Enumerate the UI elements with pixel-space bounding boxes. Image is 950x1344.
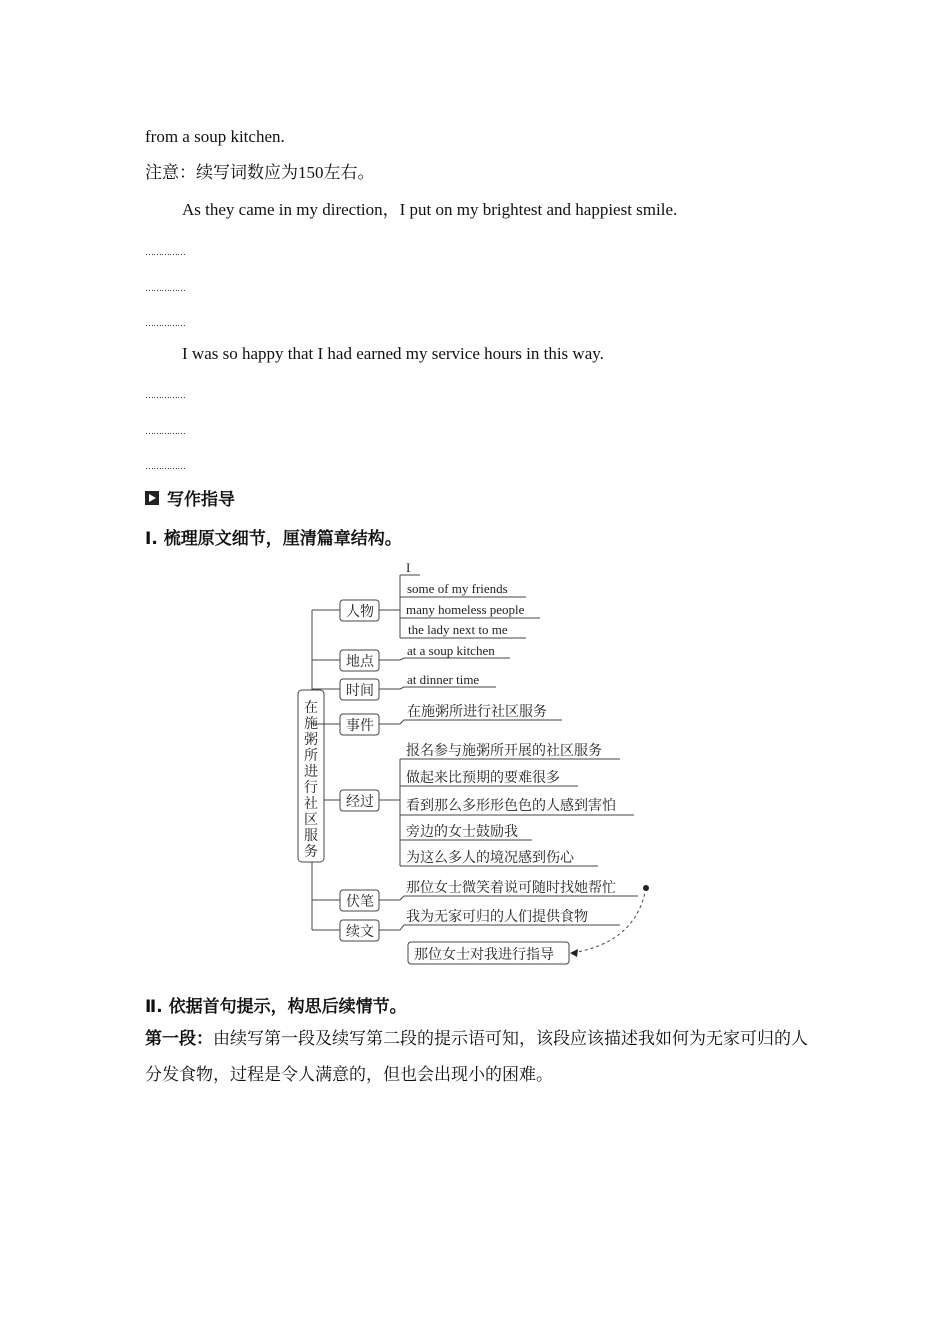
time-item: at dinner time [407, 672, 480, 687]
blank-line: …………… [145, 318, 185, 328]
paragraph-body: 由续写第一段及续写第二段的提示语可知，该段应该描述我如何为无家可归的人分发食物，过程是令人满意的，但也会出现小的困难。 [145, 1029, 808, 1084]
blank-line: …………… [145, 461, 185, 471]
continuation-item: 我为无家可归的人们提供食物 [406, 910, 588, 925]
process-item: 旁边的女士鼓励我 [406, 825, 518, 840]
paragraph-label: 第一段： [145, 1029, 213, 1049]
heading-2: Ⅱ. 依据首句提示，构思后续情节。 [145, 997, 407, 1017]
people-item: I [406, 560, 411, 575]
blank-line: …………… [145, 426, 185, 436]
people-item: some of my friends [407, 581, 508, 596]
guide-box-label: 那位女士对我进行指导 [414, 948, 554, 963]
heading-1: Ⅰ. 梳理原文细节，厘清篇章结构。 [145, 529, 402, 549]
paragraph-1-starter: As they came in my direction，I put on my brightest and happiest smile. [182, 200, 678, 219]
word-count-note: 注意：续写词数应为150左右。 [145, 163, 375, 182]
root-label: 在施粥所进行社区服务 [304, 701, 318, 860]
people-item: many homeless people [406, 602, 525, 617]
process-item: 报名参与施粥所开展的社区服务 [406, 744, 602, 759]
blank-line: …………… [145, 390, 185, 400]
paragraph-1-guide [145, 1021, 810, 1093]
category-place: 地点 [346, 655, 374, 670]
arrow-start-dot [643, 885, 649, 891]
foreshadow-item: 那位女士微笑着说可随时找她帮忙 [406, 881, 616, 896]
blank-line: …………… [145, 247, 185, 257]
category-process: 经过 [346, 795, 374, 810]
category-continuation: 续文 [346, 925, 374, 940]
blank-line: …………… [145, 283, 185, 293]
paragraph-2-starter: I was so happy that I had earned my service hours in this way. [182, 344, 604, 363]
event-item: 在施粥所进行社区服务 [407, 705, 547, 720]
process-item: 看到那么多形形色色的人感到害怕 [406, 799, 616, 814]
process-item: 为这么多人的境况感到伤心 [406, 851, 574, 866]
category-people: 人物 [346, 605, 374, 620]
text-line: from a soup kitchen. [145, 127, 285, 146]
arrow-head [570, 949, 578, 957]
process-item: 做起来比预期的要难很多 [406, 771, 560, 786]
category-event: 事件 [346, 719, 374, 734]
people-item: the lady next to me [408, 622, 508, 637]
place-item: at a soup kitchen [407, 643, 495, 658]
category-time: 时间 [346, 684, 374, 699]
section-title-text: 写作指导 [167, 490, 235, 510]
category-foreshadow: 伏笔 [346, 895, 374, 910]
